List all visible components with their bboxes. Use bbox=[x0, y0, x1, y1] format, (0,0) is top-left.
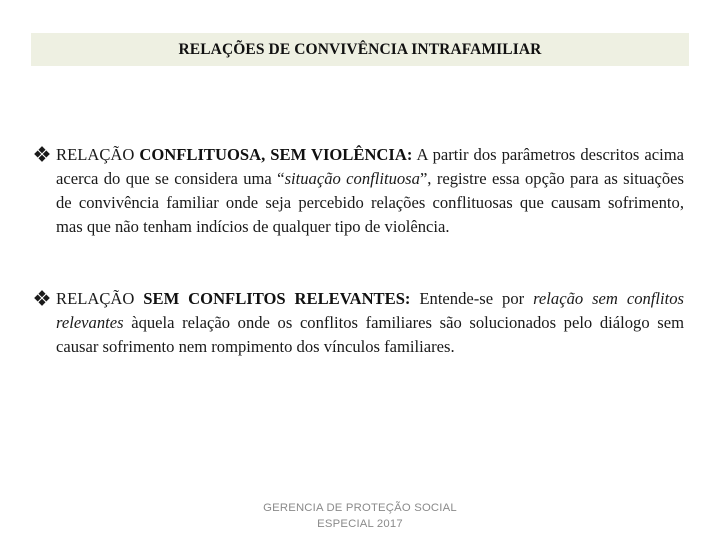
diamond-bullet-icon bbox=[34, 290, 50, 306]
footer-line-2: ESPECIAL 2017 bbox=[317, 518, 403, 530]
title-bar bbox=[31, 33, 689, 66]
bullet-paragraph bbox=[56, 287, 684, 359]
bullet-italic-term: situação conflituosa bbox=[284, 168, 420, 188]
bullet-italic-term: relação sem conflitos relevantes bbox=[56, 289, 684, 332]
footer-line-1: GERENCIA DE PROTEÇÃO SOCIAL bbox=[263, 502, 457, 514]
bullet-paragraph bbox=[56, 143, 684, 239]
bullet-bold-term: SEM CONFLITOS RELEVANTES: bbox=[143, 289, 411, 308]
bullet-text: Entende-se por bbox=[410, 289, 534, 308]
bullet-item-sem-conflitos bbox=[34, 287, 684, 359]
bullet-lead: RELAÇÃO bbox=[56, 145, 140, 164]
footer bbox=[230, 500, 490, 532]
bullet-text: A partir dos parâmetros descritos acima acerca do que se considera uma “ bbox=[56, 145, 685, 188]
bullet-lead: RELAÇÃO bbox=[56, 289, 144, 308]
bullet-text: àquela relação onde os conflitos familiares são solucionados pelo diálogo sem causar sofrimento nem rompimento dos vínculos familiares. bbox=[56, 312, 684, 356]
bullet-bold-term: CONFLITUOSA, SEM VIOLÊNCIA: bbox=[139, 145, 413, 164]
slide-title: RELAÇÕES DE CONVIVÊNCIA INTRAFAMILIAR bbox=[178, 40, 542, 58]
bullet-item-conflituosa bbox=[34, 143, 684, 239]
diamond-bullet-icon bbox=[34, 146, 50, 162]
bullet-text: ”, registre essa opção para as situações de convivência familiar onde seja percebido relações conflituosas que causam sofrimento, mas que não tenham indícios de qualquer tipo de violência. bbox=[56, 168, 684, 236]
